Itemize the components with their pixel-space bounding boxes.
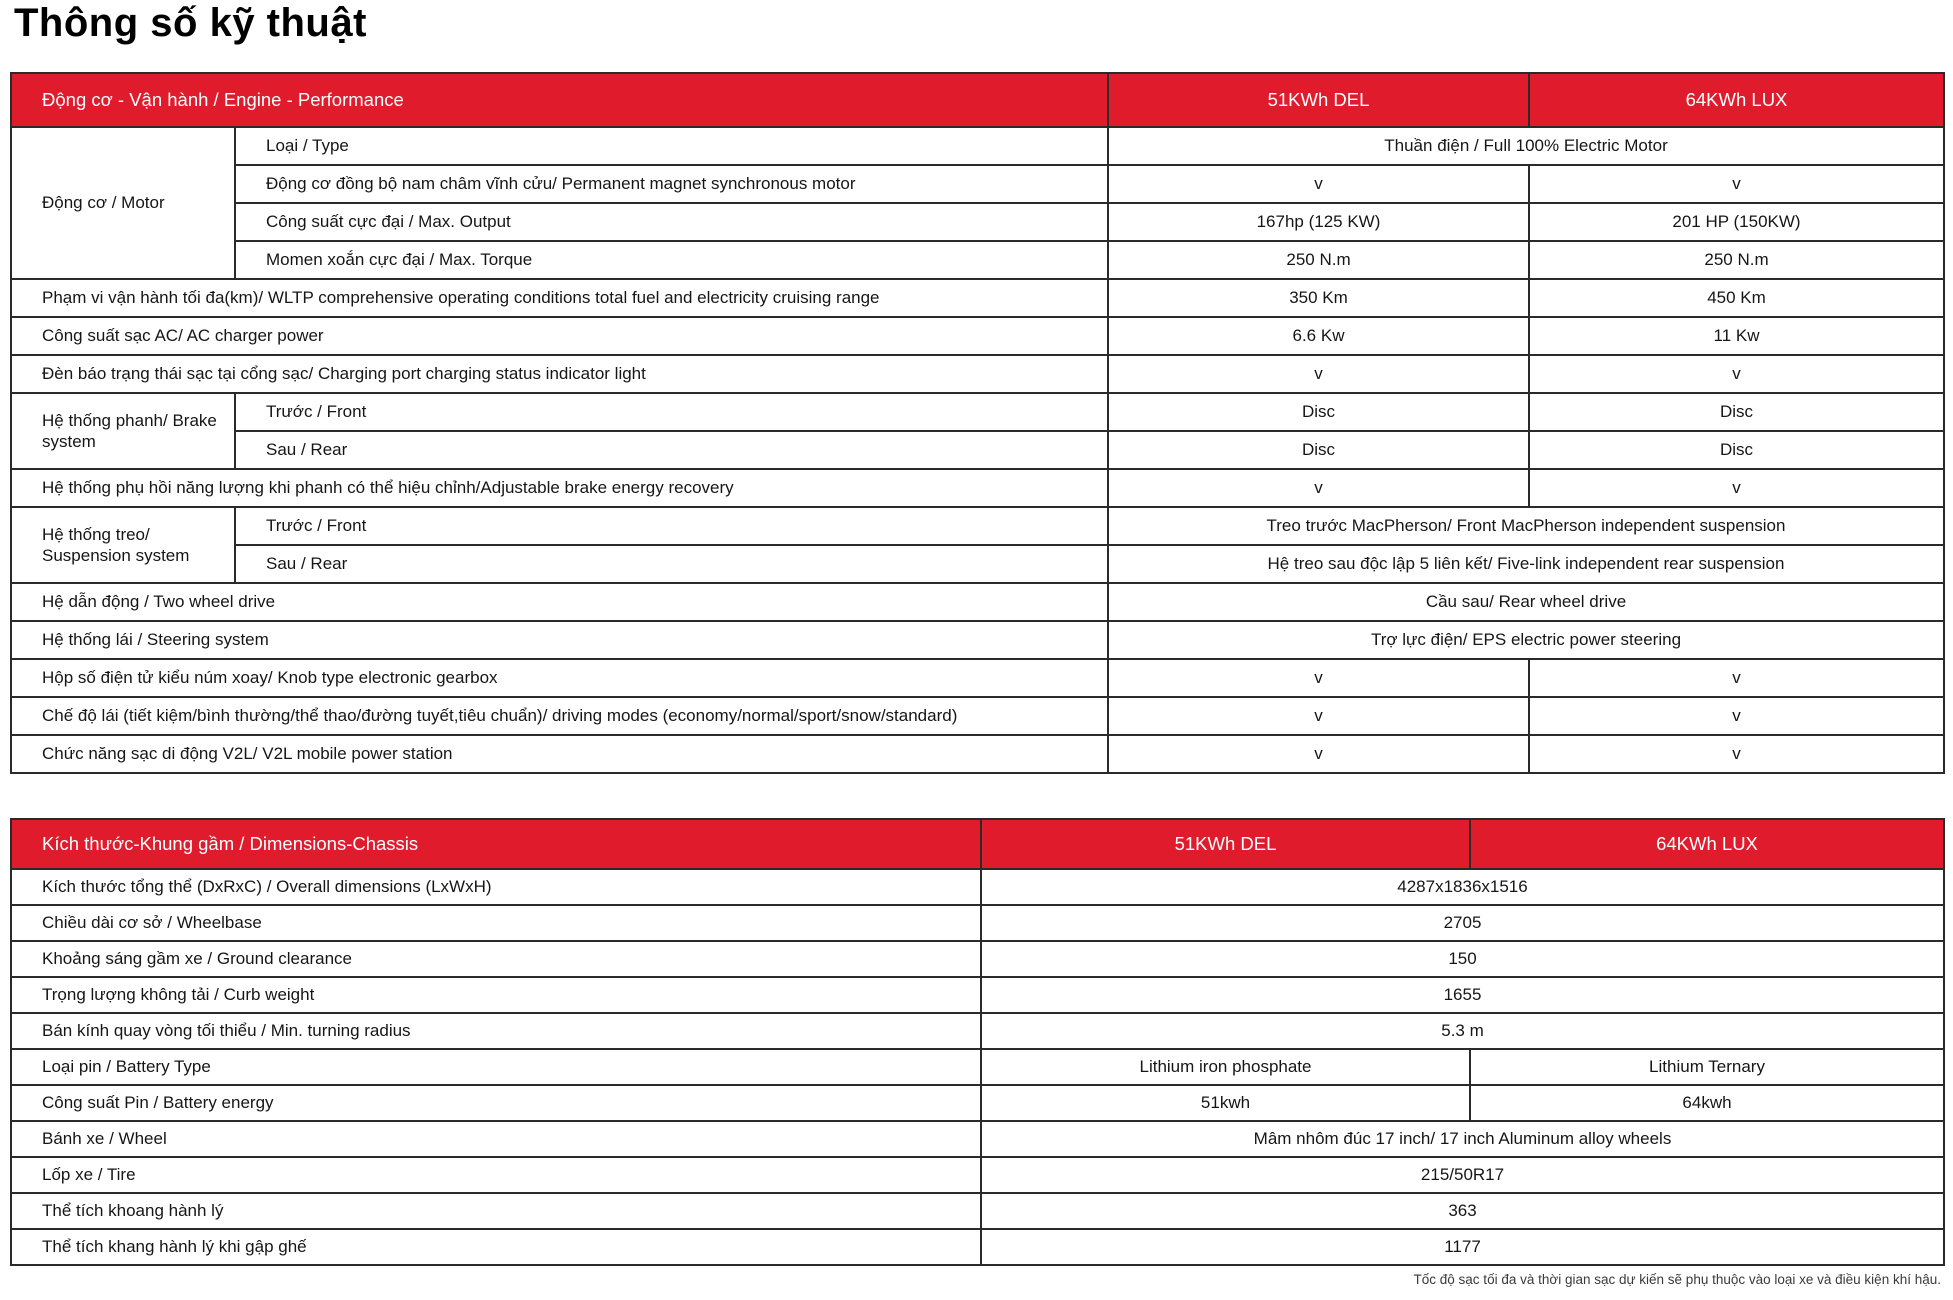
value-cell: v bbox=[1108, 469, 1529, 507]
value-cell: Lithium iron phosphate bbox=[981, 1049, 1470, 1085]
value-cell: 350 Km bbox=[1108, 279, 1529, 317]
page-title: Thông số kỹ thuật bbox=[14, 1, 367, 45]
table-row bbox=[11, 905, 1944, 941]
table-row bbox=[11, 1157, 1944, 1193]
row-label: Trọng lượng không tải / Curb weight bbox=[11, 977, 981, 1013]
row-label: Động cơ đồng bộ nam châm vĩnh cửu/ Permanent magnet synchronous motor bbox=[235, 165, 1108, 203]
value-cell: Disc bbox=[1529, 431, 1944, 469]
dimensions-column-header-64kwh-lux: 64KWh LUX bbox=[1470, 819, 1944, 869]
value-cell: 363 bbox=[981, 1193, 1944, 1229]
value-cell: 167hp (125 KW) bbox=[1108, 203, 1529, 241]
value-cell: v bbox=[1108, 355, 1529, 393]
value-cell: v bbox=[1108, 165, 1529, 203]
row-label: Công suất sạc AC/ AC charger power bbox=[11, 317, 1108, 355]
row-label: Đèn báo trạng thái sạc tại cổng sạc/ Charging port charging status indicator light bbox=[11, 355, 1108, 393]
value-cell: v bbox=[1529, 165, 1944, 203]
table-row bbox=[11, 621, 1944, 659]
value-cell: v bbox=[1108, 697, 1529, 735]
value-cell: 11 Kw bbox=[1529, 317, 1944, 355]
row-label: Lốp xe / Tire bbox=[11, 1157, 981, 1193]
value-cell: 150 bbox=[981, 941, 1944, 977]
row-label: Trước / Front bbox=[235, 507, 1108, 545]
table-row bbox=[11, 507, 1944, 545]
table-row bbox=[11, 1229, 1944, 1265]
table-row bbox=[11, 241, 1944, 279]
table-row bbox=[11, 545, 1944, 583]
value-cell: v bbox=[1529, 469, 1944, 507]
value-cell: 5.3 m bbox=[981, 1013, 1944, 1049]
value-cell: Disc bbox=[1529, 393, 1944, 431]
table-row bbox=[11, 469, 1944, 507]
footer-note: Tốc độ sạc tối đa và thời gian sạc dự kiến sẽ phụ thuộc vào loại xe và điều kiện khí hậu. bbox=[1413, 1272, 1941, 1287]
row-label: Thể tích khoang hành lý bbox=[11, 1193, 981, 1229]
table-row bbox=[11, 977, 1944, 1013]
table-row bbox=[11, 1193, 1944, 1229]
table-row bbox=[11, 941, 1944, 977]
table-row bbox=[11, 869, 1944, 905]
engine-header-row bbox=[11, 73, 1944, 127]
row-label: Bán kính quay vòng tối thiểu / Min. turning radius bbox=[11, 1013, 981, 1049]
value-cell: 250 N.m bbox=[1108, 241, 1529, 279]
value-cell: v bbox=[1529, 697, 1944, 735]
row-label: Sau / Rear bbox=[235, 545, 1108, 583]
value-cell: Lithium Ternary bbox=[1470, 1049, 1944, 1085]
value-cell: 1177 bbox=[981, 1229, 1944, 1265]
value-cell: Disc bbox=[1108, 431, 1529, 469]
value-cell: v bbox=[1108, 735, 1529, 773]
value-cell: v bbox=[1529, 659, 1944, 697]
value-cell: Thuần điện / Full 100% Electric Motor bbox=[1108, 127, 1944, 165]
value-cell: Hệ treo sau độc lập 5 liên kết/ Five-link independent rear suspension bbox=[1108, 545, 1944, 583]
table-row bbox=[11, 393, 1944, 431]
row-label: Khoảng sáng gầm xe / Ground clearance bbox=[11, 941, 981, 977]
table-row bbox=[11, 431, 1944, 469]
engine-section-title: Động cơ - Vận hành / Engine - Performance bbox=[11, 73, 1108, 127]
row-label: Hệ dẫn động / Two wheel drive bbox=[11, 583, 1108, 621]
row-label: Hộp số điện tử kiểu núm xoay/ Knob type electronic gearbox bbox=[11, 659, 1108, 697]
dimensions-header-row bbox=[11, 819, 1944, 869]
table-row bbox=[11, 697, 1944, 735]
row-label: Sau / Rear bbox=[235, 431, 1108, 469]
motor-group-label: Động cơ / Motor bbox=[11, 127, 235, 279]
brake-group-label: Hệ thống phanh/ Brake system bbox=[11, 393, 235, 469]
table-row bbox=[11, 735, 1944, 773]
table-row bbox=[11, 1013, 1944, 1049]
row-label: Bánh xe / Wheel bbox=[11, 1121, 981, 1157]
value-cell: 450 Km bbox=[1529, 279, 1944, 317]
row-label: Kích thước tổng thể (DxRxC) / Overall dimensions (LxWxH) bbox=[11, 869, 981, 905]
row-label: Trước / Front bbox=[235, 393, 1108, 431]
value-cell: Disc bbox=[1108, 393, 1529, 431]
table-row bbox=[11, 583, 1944, 621]
value-cell: v bbox=[1529, 355, 1944, 393]
value-cell: Cầu sau/ Rear wheel drive bbox=[1108, 583, 1944, 621]
row-label: Phạm vi vận hành tối đa(km)/ WLTP comprehensive operating conditions total fuel and electricity cruising range bbox=[11, 279, 1108, 317]
dimensions-chassis-table bbox=[10, 818, 1945, 1266]
row-label: Loại / Type bbox=[235, 127, 1108, 165]
value-cell: Mâm nhôm đúc 17 inch/ 17 inch Aluminum alloy wheels bbox=[981, 1121, 1944, 1157]
value-cell: 4287x1836x1516 bbox=[981, 869, 1944, 905]
value-cell: 215/50R17 bbox=[981, 1157, 1944, 1193]
table-row bbox=[11, 203, 1944, 241]
value-cell: 250 N.m bbox=[1529, 241, 1944, 279]
value-cell: 6.6 Kw bbox=[1108, 317, 1529, 355]
row-label: Chức năng sạc di động V2L/ V2L mobile power station bbox=[11, 735, 1108, 773]
table-row bbox=[11, 165, 1944, 203]
dimensions-column-header-51kwh-del: 51KWh DEL bbox=[981, 819, 1470, 869]
row-label: Momen xoắn cực đại / Max. Torque bbox=[235, 241, 1108, 279]
value-cell: Trợ lực điện/ EPS electric power steering bbox=[1108, 621, 1944, 659]
table-row bbox=[11, 317, 1944, 355]
value-cell: 2705 bbox=[981, 905, 1944, 941]
row-label: Thể tích khang hành lý khi gập ghế bbox=[11, 1229, 981, 1265]
table-row bbox=[11, 279, 1944, 317]
value-cell: 51kwh bbox=[981, 1085, 1470, 1121]
row-label: Chế độ lái (tiết kiệm/bình thường/thể thao/đường tuyết,tiêu chuẩn)/ driving modes (economy/normal/sport/snow/standard) bbox=[11, 697, 1108, 735]
suspension-group-label: Hệ thống treo/ Suspension system bbox=[11, 507, 235, 583]
table-row bbox=[11, 1085, 1944, 1121]
row-label: Hệ thống lái / Steering system bbox=[11, 621, 1108, 659]
row-label: Loại pin / Battery Type bbox=[11, 1049, 981, 1085]
table-row bbox=[11, 659, 1944, 697]
table-row bbox=[11, 355, 1944, 393]
engine-column-header-51kwh-del: 51KWh DEL bbox=[1108, 73, 1529, 127]
dimensions-section-title: Kích thước-Khung gầm / Dimensions-Chassis bbox=[11, 819, 981, 869]
value-cell: 201 HP (150KW) bbox=[1529, 203, 1944, 241]
value-cell: 64kwh bbox=[1470, 1085, 1944, 1121]
engine-performance-table bbox=[10, 72, 1945, 774]
row-label: Công suất Pin / Battery energy bbox=[11, 1085, 981, 1121]
value-cell: v bbox=[1529, 735, 1944, 773]
table-row bbox=[11, 127, 1944, 165]
value-cell: v bbox=[1108, 659, 1529, 697]
row-label: Hệ thống phụ hồi năng lượng khi phanh có thể hiệu chỉnh/Adjustable brake energy recovery bbox=[11, 469, 1108, 507]
value-cell: Treo trước MacPherson/ Front MacPherson independent suspension bbox=[1108, 507, 1944, 545]
value-cell: 1655 bbox=[981, 977, 1944, 1013]
table-row bbox=[11, 1049, 1944, 1085]
row-label: Công suất cực đại / Max. Output bbox=[235, 203, 1108, 241]
table-row bbox=[11, 1121, 1944, 1157]
engine-column-header-64kwh-lux: 64KWh LUX bbox=[1529, 73, 1944, 127]
row-label: Chiều dài cơ sở / Wheelbase bbox=[11, 905, 981, 941]
